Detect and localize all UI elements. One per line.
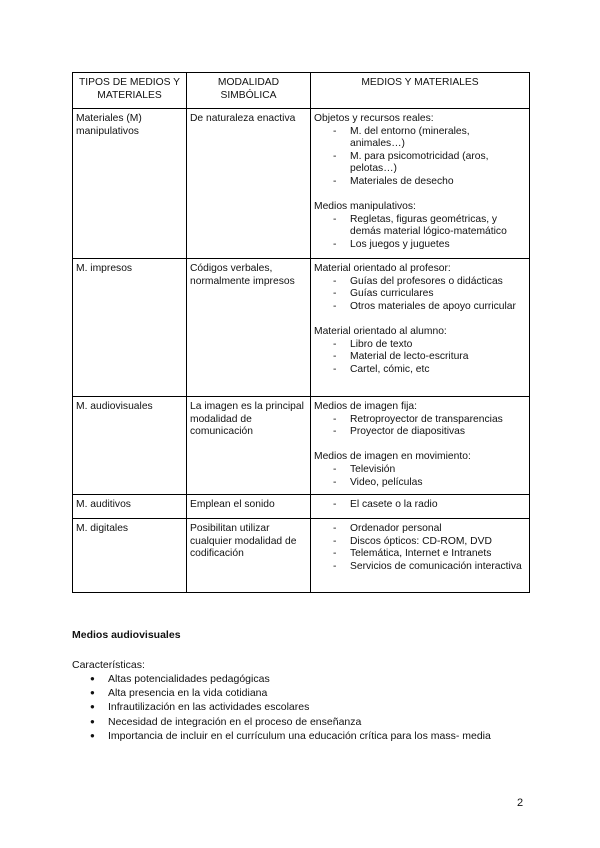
cell-medios <box>311 519 530 593</box>
cell-modalidad: Códigos verbales, normalmente impresos <box>187 259 311 397</box>
page-number: 2 <box>517 797 524 809</box>
dash-list <box>314 523 526 573</box>
list-item: - Discos ópticos: CD-ROM, DVD <box>350 536 526 549</box>
cell-tipo: M. impresos <box>73 259 187 397</box>
cell-medios <box>311 495 530 519</box>
list-item: - M. del entorno (minerales, animales…) <box>350 126 526 151</box>
features-label: Características: <box>72 659 145 671</box>
table-header-row <box>73 73 530 109</box>
list-item: - Guías curriculares <box>350 288 526 301</box>
list-item: ● Importancia de incluir en el currículum una educación crítica para los mass- media <box>108 729 491 743</box>
dash-list <box>314 499 526 512</box>
material-group <box>314 401 526 439</box>
cell-modalidad: De naturaleza enactiva <box>187 109 311 259</box>
cell-medios <box>311 259 530 397</box>
cell-tipo: M. digitales <box>73 519 187 593</box>
table-row <box>73 109 530 259</box>
dash-list <box>314 276 526 314</box>
dash-list <box>314 126 526 189</box>
cell-tipo: Materiales (M) manipulativos <box>73 109 187 259</box>
material-group <box>314 326 526 376</box>
cell-medios <box>311 397 530 495</box>
cell-modalidad: Posibilitan utilizar cualquier modalidad de codificación <box>187 519 311 593</box>
cell-modalidad: La imagen es la principal modalidad de comunicación <box>187 397 311 495</box>
table-row <box>73 519 530 593</box>
list-item: - Ordenador personal <box>350 523 526 536</box>
list-item: - Libro de texto <box>350 339 526 352</box>
list-item: - El casete o la radio <box>350 499 526 512</box>
cell-medios <box>311 109 530 259</box>
cell-tipo: M. audiovisuales <box>73 397 187 495</box>
list-item: - Proyector de diapositivas <box>350 426 526 439</box>
list-item: - Cartel, cómic, etc <box>350 364 526 377</box>
list-item: - M. para psicomotricidad (aros, pelotas…) <box>350 151 526 176</box>
header-tipos: TIPOS DE MEDIOS Y MATERIALES <box>73 73 187 109</box>
material-group <box>314 263 526 313</box>
list-item: - Material de lecto-escritura <box>350 351 526 364</box>
list-item: - Retroproyector de transparencias <box>350 414 526 427</box>
dash-list <box>314 214 526 252</box>
list-item: - Los juegos y juguetes <box>350 239 526 252</box>
list-item: - Telemática, Internet e Intranets <box>350 548 526 561</box>
header-medios: MEDIOS Y MATERIALES <box>311 73 530 109</box>
section-title: Medios audiovisuales <box>72 629 181 641</box>
media-materials-table <box>72 72 530 593</box>
group-heading: Medios manipulativos: <box>314 201 416 213</box>
header-modalidad: MODALIDAD SIMBÓLICA <box>187 73 311 109</box>
list-item: ● Alta presencia en la vida cotidiana <box>108 686 491 700</box>
list-item: ● Infrautilización en las actividades escolares <box>108 700 491 714</box>
list-item: - Guías del profesores o didácticas <box>350 276 526 289</box>
cell-modalidad: Emplean el sonido <box>187 495 311 519</box>
group-heading: Material orientado al profesor: <box>314 263 451 274</box>
dash-list <box>314 339 526 377</box>
group-heading: Objetos y recursos reales: <box>314 113 434 124</box>
list-item: - Regletas, figuras geométricas, y demás material lógico-matemático <box>350 214 526 239</box>
table-row <box>73 495 530 519</box>
list-item: - Materiales de desecho <box>350 176 526 189</box>
table-row <box>73 259 530 397</box>
group-heading: Medios de imagen en movimiento: <box>314 451 471 463</box>
dash-list <box>314 414 526 439</box>
list-item: ● Altas potencialidades pedagógicas <box>108 672 491 686</box>
table-row <box>73 397 530 495</box>
list-item: - Servicios de comunicación interactiva <box>350 561 526 574</box>
list-item: ● Necesidad de integración en el proceso de enseñanza <box>108 715 491 729</box>
list-item: - Otros materiales de apoyo curricular <box>350 301 526 314</box>
material-group <box>314 201 526 251</box>
group-heading: Material orientado al alumno: <box>314 325 447 337</box>
group-heading: Medios de imagen fija: <box>314 401 418 412</box>
dash-list <box>314 464 526 489</box>
list-item: - Televisión <box>350 464 526 477</box>
material-group <box>314 113 526 189</box>
cell-tipo: M. auditivos <box>73 495 187 519</box>
features-list <box>72 672 491 743</box>
list-item: - Video, películas <box>350 477 526 490</box>
material-group <box>314 451 526 489</box>
